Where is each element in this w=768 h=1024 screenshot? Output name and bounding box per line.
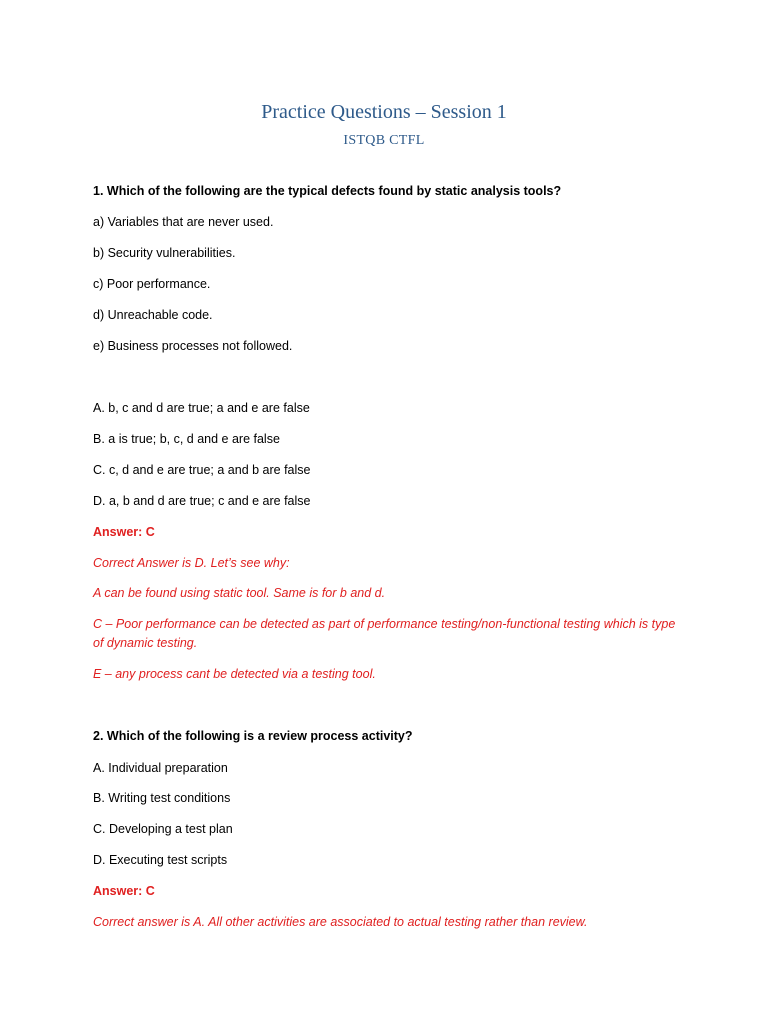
page-title: Practice Questions – Session 1: [261, 101, 507, 123]
question-1-statement-b: b) Security vulnerabilities.: [93, 246, 236, 260]
question-2-option-c: C. Developing a test plan: [93, 822, 233, 836]
question-2-option-d: D. Executing test scripts: [93, 853, 228, 867]
question-2-answer: Answer: C: [93, 884, 155, 898]
question-1-answer: Answer: C: [93, 525, 155, 539]
page-subtitle: ISTQB CTFL: [343, 133, 425, 148]
question-2-option-b: B. Writing test conditions: [93, 791, 231, 805]
question-1-statement-e: e) Business processes not followed.: [93, 339, 293, 353]
question-1-statement-c: c) Poor performance.: [93, 277, 211, 291]
question-1-statement-a: a) Variables that are never used.: [93, 215, 274, 229]
question-2-text: 2. Which of the following is a review process activity?: [93, 729, 413, 743]
question-1-explanation-3: C – Poor performance can be detected as part of performance testing/non-functional testing which is type of dynamic testing.: [93, 617, 676, 650]
question-1-option-d: D. a, b and d are true; c and e are false: [93, 494, 311, 508]
question-1-explanation-1: Correct Answer is D. Let’s see why:: [93, 556, 290, 570]
question-2-option-a: A. Individual preparation: [93, 761, 228, 775]
question-1-explanation-4: E – any process cant be detected via a testing tool.: [93, 667, 376, 681]
question-2-explanation-1: Correct answer is A. All other activities are associated to actual testing rather than review.: [93, 915, 588, 929]
question-1-explanation-2: A can be found using static tool. Same is for b and d.: [93, 586, 386, 600]
question-1-option-a: A. b, c and d are true; a and e are false: [93, 401, 310, 415]
question-1-option-c: C. c, d and e are true; a and b are false: [93, 463, 311, 477]
question-1-statement-d: d) Unreachable code.: [93, 308, 213, 322]
question-1-option-b: B. a is true; b, c, d and e are false: [93, 432, 280, 446]
question-1-text: 1. Which of the following are the typical defects found by static analysis tools?: [93, 184, 562, 198]
